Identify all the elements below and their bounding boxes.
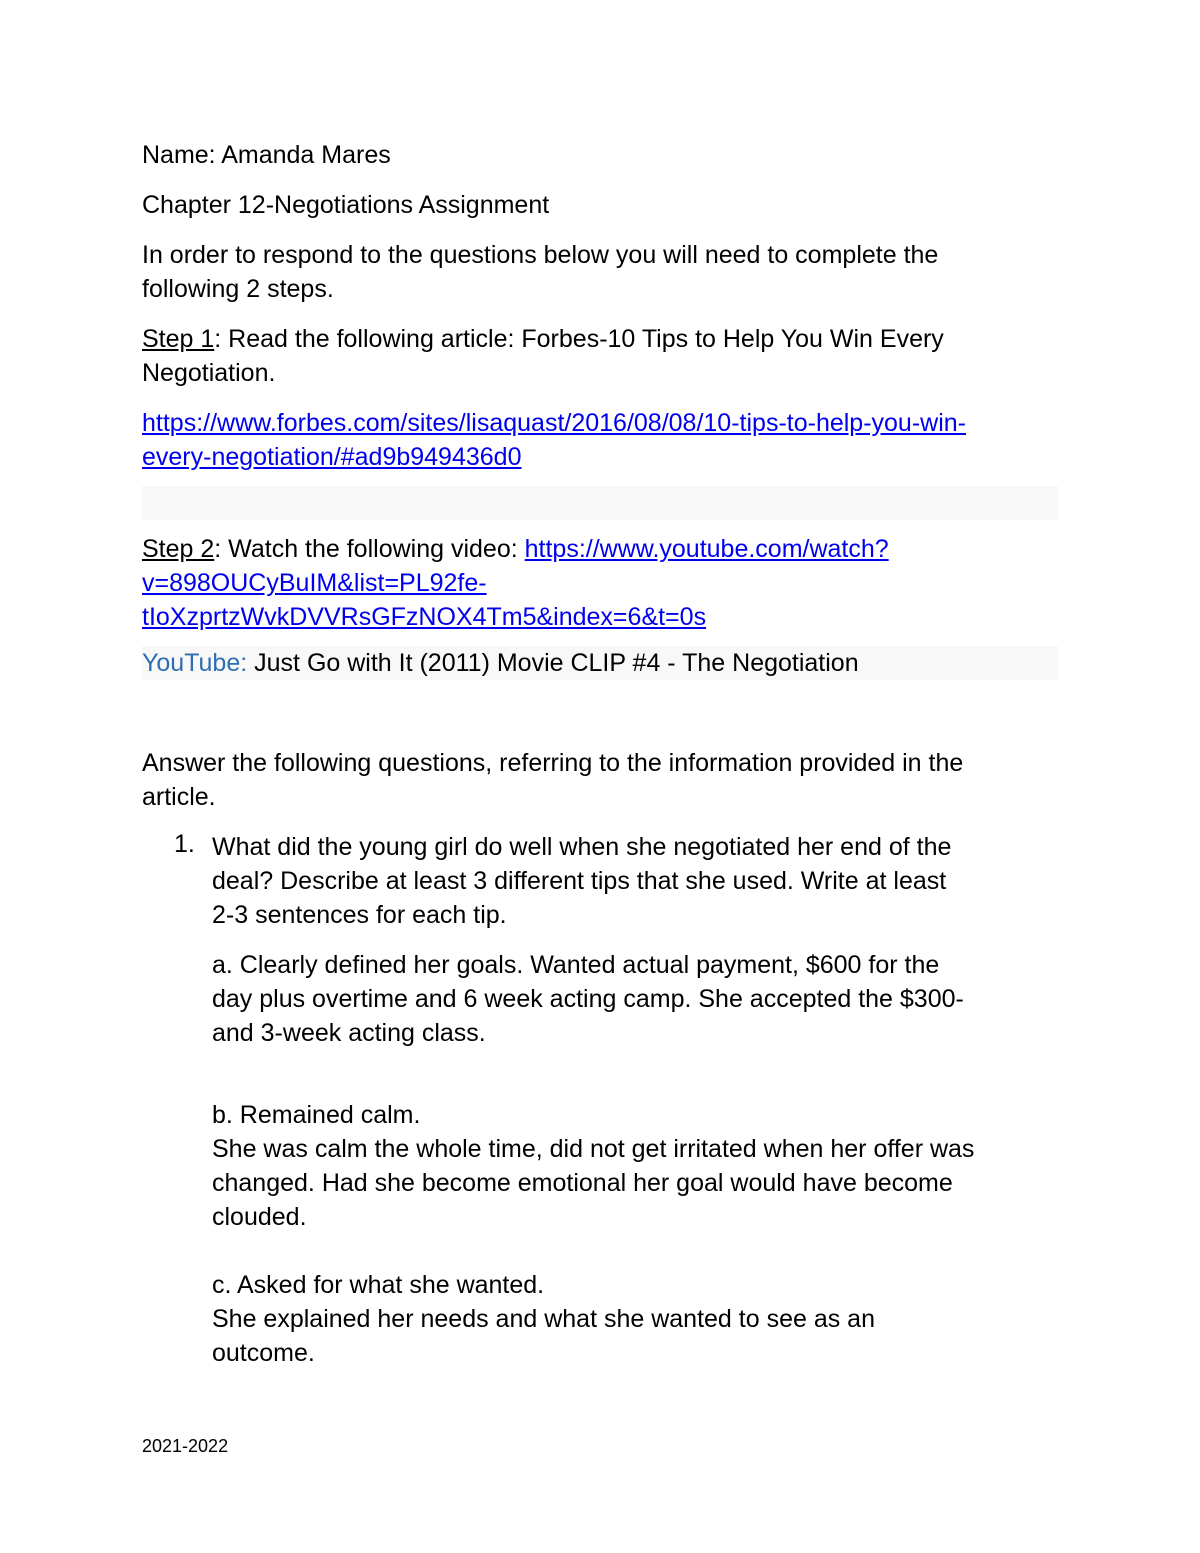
step2-paragraph xyxy=(142,532,1062,634)
answer-line: day plus overtime and 6 week acting camp. She accepted the $300- xyxy=(212,985,964,1013)
step1-label: Step 1 xyxy=(142,325,215,353)
answer-b xyxy=(212,1098,1062,1234)
question-line: 2-3 sentences for each tip. xyxy=(212,901,507,929)
answer-a xyxy=(212,948,1062,1050)
question-number: 1. xyxy=(174,830,195,858)
youtube-url[interactable]: v=898OUCyBuIM&list=PL92fe- xyxy=(142,569,487,597)
forbes-link[interactable] xyxy=(142,406,1062,474)
intro-line: following 2 steps. xyxy=(142,275,334,303)
answer-line: clouded. xyxy=(212,1203,307,1231)
youtube-source-line xyxy=(142,646,1058,680)
answer-title: c. Asked for what she wanted. xyxy=(212,1271,545,1299)
question-line: What did the young girl do well when she negotiated her end of the xyxy=(212,833,952,861)
answer-title: b. Remained calm. xyxy=(212,1101,421,1129)
forbes-url[interactable]: https://www.forbes.com/sites/lisaquast/2016/08/08/10-tips-to-help-you-win- xyxy=(142,409,966,437)
instructions-paragraph xyxy=(142,746,1062,814)
answer-line: and 3-week acting class. xyxy=(212,1019,486,1047)
youtube-label: YouTube: xyxy=(142,649,248,677)
footer-year: 2021-2022 xyxy=(142,1436,229,1456)
assignment-title: Chapter 12-Negotiations Assignment xyxy=(142,191,550,219)
step1-paragraph xyxy=(142,322,1062,390)
student-name: Name: Amanda Mares xyxy=(142,141,391,169)
intro-line: In order to respond to the questions below you will need to complete the xyxy=(142,241,939,269)
forbes-url[interactable]: every-negotiation/#ad9b949436d0 xyxy=(142,443,522,471)
answer-line: changed. Had she become emotional her goal would have become xyxy=(212,1169,953,1197)
question-1 xyxy=(174,830,1062,932)
answer-c xyxy=(212,1268,1062,1370)
shaded-blank-line xyxy=(142,486,1058,520)
question-line: deal? Describe at least 3 different tips that she used. Write at least xyxy=(212,867,947,895)
intro-paragraph xyxy=(142,238,1062,306)
instructions-line: article. xyxy=(142,783,216,811)
answer-line: She was calm the whole time, did not get irritated when her offer was xyxy=(212,1135,975,1163)
step1-text-cont: Negotiation. xyxy=(142,359,276,387)
answer-line: outcome. xyxy=(212,1339,315,1367)
document-page xyxy=(142,138,1062,1370)
step1-text: : Read the following article: Forbes-10 Tips to Help You Win Every xyxy=(214,325,944,353)
answer-line: She explained her needs and what she wanted to see as an xyxy=(212,1305,875,1333)
step2-label: Step 2 xyxy=(142,535,215,563)
youtube-url[interactable]: https://www.youtube.com/watch? xyxy=(524,535,889,563)
youtube-url[interactable]: tIoXzprtzWvkDVVRsGFzNOX4Tm5&index=6&t=0s xyxy=(142,603,707,631)
answer-line: a. Clearly defined her goals. Wanted actual payment, $600 for the xyxy=(212,951,940,979)
instructions-line: Answer the following questions, referring to the information provided in the xyxy=(142,749,964,777)
youtube-title: Just Go with It (2011) Movie CLIP #4 - The Negotiation xyxy=(247,649,859,677)
step2-text: : Watch the following video: xyxy=(214,535,525,563)
